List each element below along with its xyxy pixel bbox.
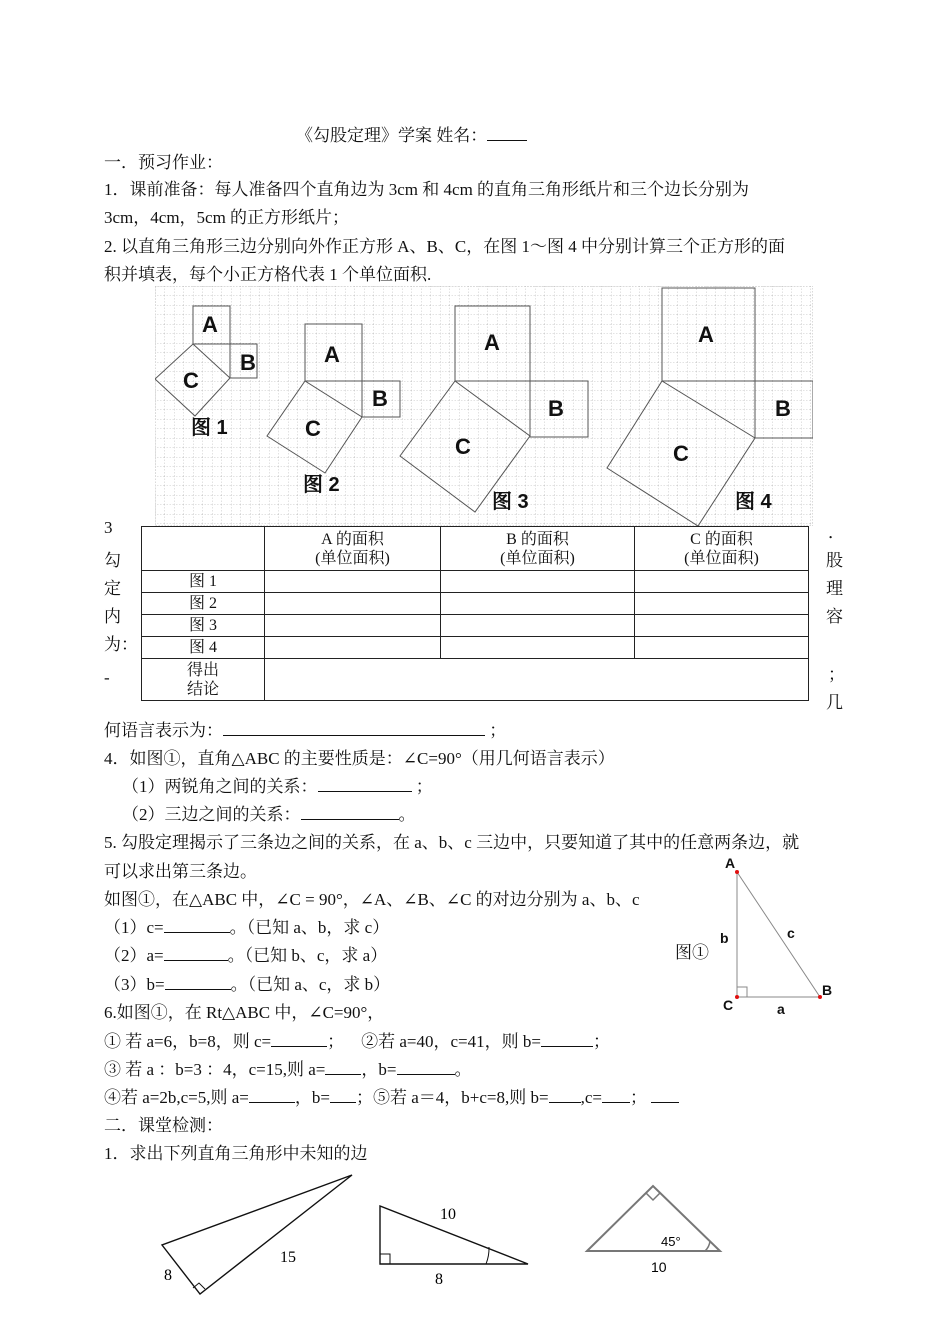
table-row — [142, 571, 809, 593]
table-row — [142, 615, 809, 637]
q6-b5-blank[interactable] — [549, 1086, 581, 1103]
q6-a2-blank[interactable] — [325, 1058, 361, 1075]
conclusion-label: 得出 结论 — [142, 659, 265, 701]
cell[interactable] — [635, 593, 809, 615]
square-figures-grid — [155, 286, 813, 526]
side-left-4: 内 — [104, 607, 121, 626]
fig2-label-c: C — [305, 416, 321, 441]
side-right-6: 几 — [826, 693, 843, 712]
q6-2-line: ③ 若 a ：b=3 ：4，c=15,则 a= ，b= 。 — [104, 1060, 472, 1079]
side-c-label: c — [787, 925, 795, 941]
q1-line-1: 1．课前准备：每人准备四个直角边为 3cm 和 4cm 的直角三角形纸片和三个边长分别为 — [104, 180, 750, 199]
q2-line-2: 积并填表，每个小正方格代表 1 个单位面积. — [104, 265, 432, 284]
table-corner — [142, 527, 265, 571]
bottom-triangles — [150, 1168, 770, 1303]
side-a-label: a — [777, 1001, 785, 1017]
vertex-c: C — [723, 997, 734, 1013]
q6-line: 6.如图①，在 Rt△ABC 中，∠C=90°， — [104, 1003, 385, 1022]
q6-c-blank[interactable] — [271, 1030, 327, 1047]
side-left-2: 勾 — [104, 551, 121, 570]
fig1-caption: 图 1 — [191, 417, 228, 439]
row-label: 图 1 — [142, 571, 265, 593]
fig2-caption: 图 2 — [303, 474, 340, 496]
name-blank[interactable] — [487, 124, 527, 141]
fig4-label-c: C — [673, 441, 689, 466]
cell[interactable] — [265, 593, 441, 615]
q5-line-3: 如图①，在△ABC 中，∠C = 90°，∠A、∠B、∠C 的对边分别为 a、b、c — [104, 890, 640, 909]
t3-angle: 45° — [661, 1234, 681, 1249]
q1-line-2: 3cm，4cm，5cm 的正方形纸片； — [104, 208, 350, 227]
q4-2-line: （2）三边之间的关系： 。 — [122, 805, 416, 824]
q3-line: 何语言表示为： ； — [104, 721, 507, 740]
triangle-3 — [587, 1186, 720, 1251]
fig1-label-b: B — [240, 350, 256, 375]
q6-b3-blank[interactable] — [330, 1086, 356, 1103]
t1-short-side: 8 — [164, 1267, 172, 1284]
cell[interactable] — [635, 637, 809, 659]
q5-3-line: （3）b= 。（已知 a、c，求 b） — [104, 975, 391, 994]
cell[interactable] — [441, 615, 635, 637]
side-right-1: ． — [828, 523, 845, 542]
header-c: C 的面积 (单位面积) — [635, 527, 809, 571]
s2-q1-line: 1．求出下列直角三角形中未知的边 — [104, 1144, 368, 1163]
row-label: 图 2 — [142, 593, 265, 615]
cell[interactable] — [441, 637, 635, 659]
vertex-a: A — [725, 855, 736, 871]
header-a: A 的面积 (单位面积) — [265, 527, 441, 571]
q2-line-1: 2. 以直角三角形三边分别向外作正方形 A、B、C，在图 1～图 4 中分别计算三个正方形的面 — [104, 237, 785, 256]
angle-relation-blank[interactable] — [318, 775, 412, 792]
section-2-heading: 二．课堂检测： — [104, 1116, 223, 1135]
grid-svg — [155, 286, 813, 526]
section-1-heading: 一．预习作业： — [104, 153, 223, 172]
t1-hypotenuse: 15 — [280, 1249, 296, 1266]
cell[interactable] — [441, 571, 635, 593]
side-b-label: b — [720, 930, 729, 946]
table-row — [142, 637, 809, 659]
q6-a3-blank[interactable] — [249, 1086, 295, 1103]
side-right-4: 容 — [826, 607, 843, 626]
q5-2-line: （2）a= 。（已知 b、c，求 a） — [104, 946, 388, 965]
page-title: 《勾股定理》学案 姓名： — [296, 121, 527, 146]
b-blank[interactable] — [165, 973, 231, 990]
fig4-label-a: A — [698, 322, 714, 347]
q4-1-line: （1）两锐角之间的关系： ； — [122, 777, 433, 796]
q6-1-line: ① 若 a=6，b=8，则 c= ； ②若 a=40，c=41，则 b= ； — [104, 1032, 610, 1051]
triangle-1 — [162, 1175, 352, 1294]
side-right-2: 股 — [826, 551, 843, 570]
vertex-b: B — [822, 982, 833, 998]
fig3-label-c: C — [455, 434, 471, 459]
row-label: 图 3 — [142, 615, 265, 637]
side-right-3: 理 — [826, 579, 843, 598]
t2-bottom-side: 8 — [435, 1271, 443, 1288]
figure-1-label: 图① — [675, 943, 709, 962]
q6-c5-blank[interactable] — [602, 1086, 630, 1103]
conclusion-cell[interactable] — [265, 659, 809, 701]
fig4-label-b: B — [775, 396, 791, 421]
geometry-blank[interactable] — [223, 719, 485, 736]
fig2-label-a: A — [324, 342, 340, 367]
side-left-6: - — [104, 668, 110, 687]
q6-b2-blank[interactable] — [397, 1058, 455, 1075]
side-left-3: 定 — [104, 579, 121, 598]
q5-line-1: 5. 勾股定理揭示了三条边之间的关系，在 a、b、c 三边中，只要知道了其中的任意两条边，就 — [104, 833, 800, 852]
row-label: 图 4 — [142, 637, 265, 659]
q6-3-line: ④若 a=2b,c=5,则 a= ，b= ；⑤若 a＝4，b+c=8,则 b= ,c= ； — [104, 1083, 679, 1108]
right-triangle-figure — [715, 852, 840, 1022]
fig3-label-a: A — [484, 330, 500, 355]
q5-line-2: 可以求出第三条边。 — [104, 862, 257, 881]
fig3-caption: 图 3 — [492, 491, 529, 513]
cell[interactable] — [635, 571, 809, 593]
q4-line: 4．如图①，直角△ABC 的主要性质是：∠C=90°（用几何语言表示） — [104, 749, 615, 768]
cell[interactable] — [265, 637, 441, 659]
fig3-label-b: B — [548, 396, 564, 421]
side-relation-blank[interactable] — [301, 803, 399, 820]
cell[interactable] — [265, 615, 441, 637]
header-b: B 的面积 (单位面积) — [441, 527, 635, 571]
fig2-label-b: B — [372, 386, 388, 411]
fig1-label-c: C — [183, 368, 199, 393]
t2-top-side: 10 — [440, 1206, 456, 1223]
side-left-5: 为： — [104, 635, 138, 654]
cell[interactable] — [635, 615, 809, 637]
side-right-5: ； — [828, 665, 845, 684]
table-row — [142, 593, 809, 615]
cell[interactable] — [441, 593, 635, 615]
q6-b-blank[interactable] — [541, 1030, 593, 1047]
fig1-label-a: A — [202, 312, 218, 337]
cell[interactable] — [265, 571, 441, 593]
q6-extra-blank[interactable] — [651, 1086, 679, 1103]
results-table — [141, 526, 809, 701]
a-blank[interactable] — [164, 944, 228, 961]
side-left-1: 3 — [104, 518, 113, 537]
t3-base: 10 — [651, 1259, 667, 1275]
table-row — [142, 659, 809, 701]
c-blank[interactable] — [164, 916, 230, 933]
q5-1-line: （1）c= 。（已知 a、b，求 c） — [104, 918, 390, 937]
fig4-caption: 图 4 — [735, 491, 772, 513]
